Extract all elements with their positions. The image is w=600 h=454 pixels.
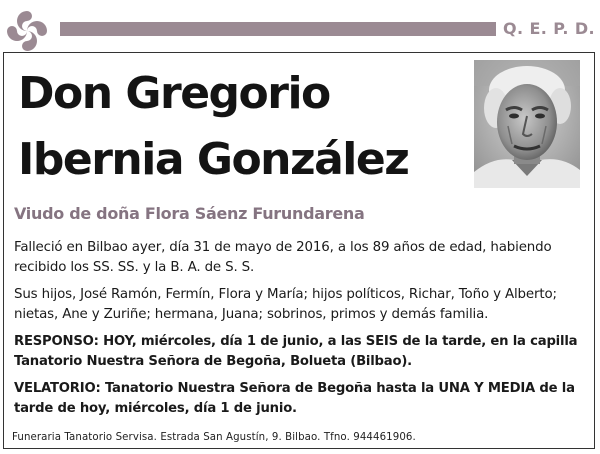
widower-subtitle: Viudo de doña Flora Sáenz Furundarena bbox=[14, 204, 365, 223]
funeral-home-footer: Funeraria Tanatorio Servisa. Estrada San Agustín, 9. Bilbao. Tfno. 944461906. bbox=[12, 432, 416, 443]
deceased-name-line-2: Ibernia González bbox=[18, 134, 409, 185]
lauburu-icon bbox=[4, 8, 50, 54]
qepd-label: Q. E. P. D. bbox=[503, 19, 596, 38]
family-paragraph: Sus hijos, José Ramón, Fermín, Flora y María; hijos políticos, Richar, Toño y Alberto; nietas, Ane y Zuriñe; hermana, Juana; sobrinos, primos y demás familia. bbox=[14, 287, 557, 322]
deceased-name-line-1: Don Gregorio bbox=[18, 68, 330, 119]
portrait-photo bbox=[474, 60, 580, 188]
velatorio-paragraph: VELATORIO: Tanatorio Nuestra Señora de Begoña hasta la UNA Y MEDIA de la tarde de hoy, miércoles, día 1 de junio. bbox=[14, 381, 575, 416]
header-rule bbox=[60, 22, 496, 36]
responso-paragraph: RESPONSO: HOY, miércoles, día 1 de junio, a las SEIS de la tarde, en la capilla Tanatorio Nuestra Señora de Begoña, Bolueta (Bilbao). bbox=[14, 334, 578, 369]
death-announcement-paragraph: Falleció en Bilbao ayer, día 31 de mayo de 2016, a los 89 años de edad, habiendo recibido los SS. SS. y la B. A. de S. S. bbox=[14, 240, 552, 275]
